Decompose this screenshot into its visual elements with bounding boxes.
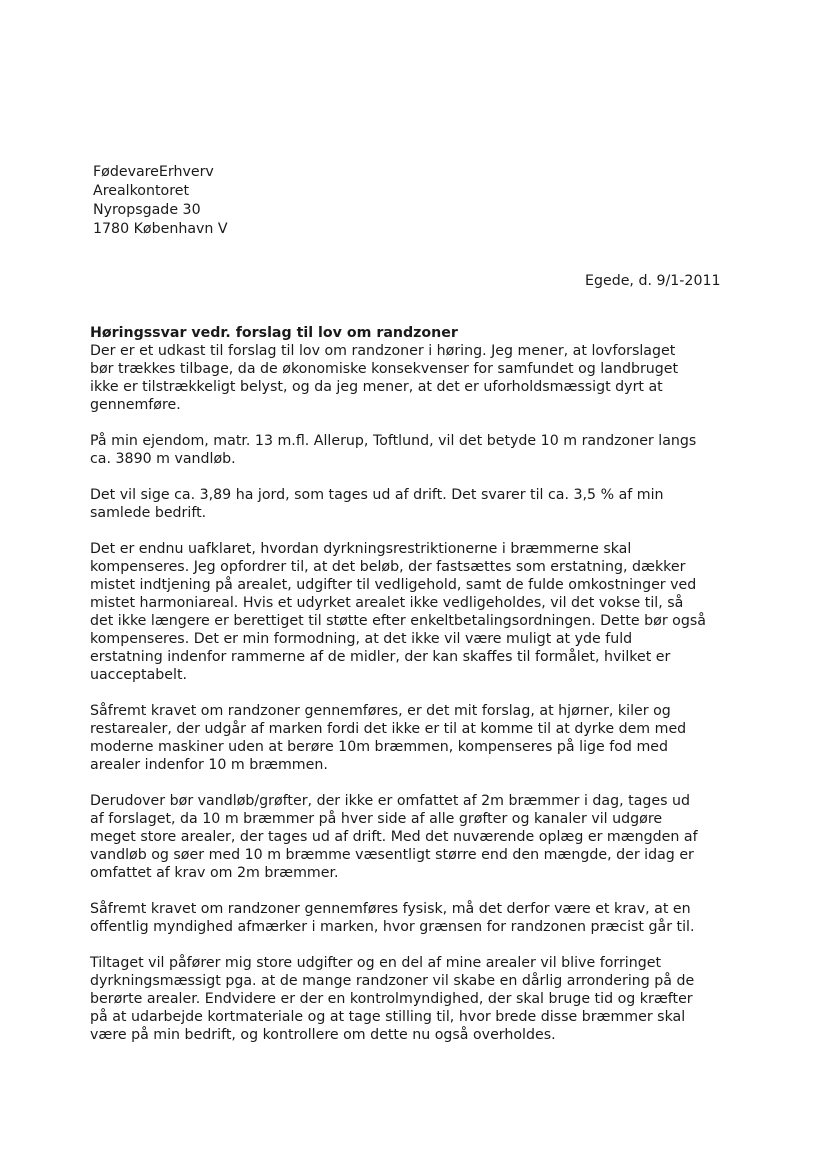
text-line: dyrkningsmæssigt pga. at de mange randzoner vil skabe en dårlig arrondering på de — [90, 973, 695, 989]
text-line: af forslaget, da 10 m bræmmer på hver side af alle grøfter og kanaler vil udgøre — [90, 811, 663, 827]
text-line: det ikke længere er berettiget til støtte efter enkeltbetalingsordningen. Dette bør også — [90, 613, 706, 629]
text-line: vandløb og søer med 10 m bræmme væsentligt større end den mængde, der idag er — [90, 847, 694, 863]
text-line: omfattet af krav om 2m bræmmer. — [90, 865, 339, 881]
paragraph — [90, 342, 730, 414]
text-line: moderne maskiner uden at berøre 10m bræmmen, kompenseres på lige fod med — [90, 739, 669, 755]
text-line: på at udarbejde kortmateriale og at tage stilling til, hvor brede disse bræmmer skal — [90, 1009, 686, 1025]
text-line: kompenseres. Det er min formodning, at det ikke vil være muligt at yde fuld — [90, 631, 633, 647]
text-line: ca. 3890 m vandløb. — [90, 451, 236, 467]
text-line: offentlig myndighed afmærker i marken, hvor grænsen for randzonen præcist går til. — [90, 919, 695, 935]
paragraph — [90, 900, 730, 936]
paragraph — [90, 954, 730, 1044]
recipient-address — [93, 163, 228, 239]
text-line: samlede bedrift. — [90, 505, 207, 521]
text-line: restarealer, der udgår af marken fordi det ikke er til at komme til at dyrke dem med — [90, 721, 687, 737]
text-line: være på min bedrift, og kontrollere om dette nu også overholdes. — [90, 1027, 556, 1043]
paragraph — [90, 486, 730, 522]
text-line: Det er endnu uafklaret, hvordan dyrkningsrestriktionerne i bræmmerne skal — [90, 541, 632, 557]
text-line: gennemføre. — [90, 397, 181, 413]
text-line: erstatning indenfor rammerne af de midler, der kan skaffes til formålet, hvilket er — [90, 649, 671, 665]
text-line: Såfremt kravet om randzoner gennemføres, er det mit forslag, at hjørner, kiler og — [90, 703, 671, 719]
letter-subject: Høringssvar vedr. forslag til lov om randzoner — [90, 325, 458, 341]
text-line: Der er et udkast til forslag til lov om randzoner i høring. Jeg mener, at lovforslaget — [90, 343, 676, 359]
text-line: På min ejendom, matr. 13 m.fl. Allerup, Toftlund, vil det betyde 10 m randzoner langs — [90, 433, 697, 449]
paragraph — [90, 792, 730, 882]
recipient-line: FødevareErhverv — [93, 164, 214, 180]
text-line: arealer indenfor 10 m bræmmen. — [90, 757, 328, 773]
paragraph — [90, 702, 730, 774]
text-line: Det vil sige ca. 3,89 ha jord, som tages ud af drift. Det svarer til ca. 3,5 % af min — [90, 487, 664, 503]
text-line: mistet harmoniareal. Hvis et udyrket arealet ikke vedligeholdes, vil det vokse til, så — [90, 595, 684, 611]
text-line: Tiltaget vil påfører mig store udgifter og en del af mine arealer vil blive forringet — [90, 955, 662, 971]
text-line: bør trækkes tilbage, da de økonomiske konsekvenser for samfundet og landbruget — [90, 361, 679, 377]
letter-date: Egede, d. 9/1-2011 — [585, 273, 721, 289]
recipient-line: 1780 København V — [93, 221, 228, 237]
text-line: uacceptabelt. — [90, 667, 188, 683]
text-line: Derudover bør vandløb/grøfter, der ikke er omfattet af 2m bræmmer i dag, tages ud — [90, 793, 691, 809]
paragraph — [90, 540, 730, 684]
recipient-line: Arealkontoret — [93, 183, 190, 199]
recipient-line: Nyropsgade 30 — [93, 202, 201, 218]
text-line: kompenseres. Jeg opfordrer til, at det beløb, der fastsættes som erstatning, dækker — [90, 559, 686, 575]
text-line: ikke er tilstrækkeligt belyst, og da jeg mener, at det er uforholdsmæssigt dyrt at — [90, 379, 663, 395]
paragraph — [90, 432, 730, 468]
letter-body — [90, 324, 730, 1062]
text-line: meget store arealer, der tages ud af drift. Med det nuværende oplæg er mængden af — [90, 829, 698, 845]
text-line: mistet indtjening på arealet, udgifter til vedligehold, samt de fulde omkostninger ved — [90, 577, 697, 593]
text-line: Såfremt kravet om randzoner gennemføres fysisk, må det derfor være et krav, at en — [90, 901, 691, 917]
text-line: berørte arealer. Endvidere er der en kontrolmyndighed, der skal bruge tid og kræfter — [90, 991, 693, 1007]
